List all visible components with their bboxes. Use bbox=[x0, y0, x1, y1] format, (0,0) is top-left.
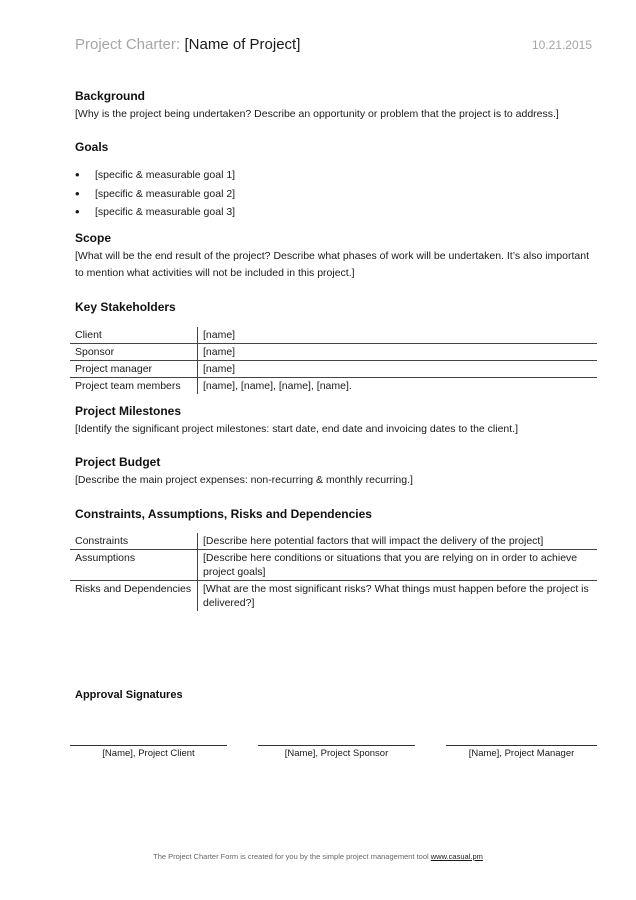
signature-label-client: [Name], Project Client bbox=[102, 748, 195, 759]
table-row bbox=[70, 581, 597, 612]
signature-label-sponsor: [Name], Project Sponsor bbox=[284, 748, 389, 759]
table-row bbox=[70, 327, 597, 344]
stakeholders-heading: Key Stakeholders bbox=[75, 300, 176, 314]
constraints-table bbox=[70, 533, 597, 611]
table-row bbox=[70, 344, 597, 361]
table-row bbox=[70, 378, 597, 395]
stakeholder-name: [name] bbox=[203, 329, 236, 341]
scope-heading: Scope bbox=[75, 231, 112, 245]
signature-line-client[interactable] bbox=[70, 745, 227, 746]
approval-heading: Approval Signatures bbox=[75, 689, 183, 701]
goals-heading: Goals bbox=[75, 140, 109, 154]
document-date: 10.21.2015 bbox=[531, 38, 592, 52]
milestones-text: [Identify the significant project milestones: start date, end date and invoicing dates to the client.] bbox=[75, 423, 519, 435]
constraints-heading: Constraints, Assumptions, Risks and Dependencies bbox=[75, 507, 372, 521]
footer-text: The Project Charter Form is created for you by the simple project management tool bbox=[153, 852, 429, 861]
constraint-label: Constraints bbox=[70, 533, 198, 550]
signature-line-sponsor[interactable] bbox=[258, 745, 415, 746]
goal-item: • [specific & measurable goal 3] bbox=[75, 203, 235, 222]
constraint-label: Assumptions bbox=[70, 550, 198, 581]
goal-item: • [specific & measurable goal 1] bbox=[75, 166, 235, 185]
signature-line-manager[interactable] bbox=[446, 745, 597, 746]
goal-item: • [specific & measurable goal 2] bbox=[75, 185, 235, 204]
table-row bbox=[70, 361, 597, 378]
stakeholder-role: Project team members bbox=[70, 378, 198, 395]
goals-list bbox=[75, 166, 235, 222]
footer-link[interactable]: www.casual.pm bbox=[430, 852, 483, 861]
background-text: [Why is the project being undertaken? Describe an opportunity or problem that the project is to address.] bbox=[75, 108, 559, 120]
stakeholder-role: Sponsor bbox=[70, 344, 198, 361]
constraint-value: [Describe here conditions or situations that you are relying on in order to achieve project goals] bbox=[198, 550, 598, 581]
budget-heading: Project Budget bbox=[75, 455, 161, 469]
budget-text: [Describe the main project expenses: non-recurring & monthly recurring.] bbox=[75, 474, 413, 486]
page-header bbox=[75, 36, 592, 60]
stakeholder-role: Project manager bbox=[70, 361, 198, 378]
background-heading: Background bbox=[75, 89, 146, 103]
milestones-heading: Project Milestones bbox=[75, 404, 182, 418]
title-prefix: Project Charter: bbox=[75, 36, 181, 53]
constraint-label: Risks and Dependencies bbox=[70, 581, 198, 612]
page-footer bbox=[0, 852, 636, 861]
constraint-value: [What are the most significant risks? What things must happen before the project is delivered?] bbox=[198, 581, 598, 612]
stakeholders-table bbox=[70, 327, 597, 394]
table-row bbox=[70, 533, 597, 550]
stakeholder-name: [name] bbox=[198, 361, 598, 378]
stakeholder-name: [name], [name], [name], [name]. bbox=[198, 378, 598, 395]
table-row bbox=[70, 550, 597, 581]
signature-label-manager: [Name], Project Manager bbox=[468, 748, 575, 759]
stakeholder-role: Client bbox=[70, 327, 198, 344]
scope-text: [What will be the end result of the project? Describe what phases of work will be undertaken. It’s also important to mention what activities will not be included in this project.] bbox=[75, 250, 589, 279]
constraint-value: [Describe here potential factors that will impact the delivery of the project] bbox=[203, 535, 544, 547]
project-name: [Name of Project] bbox=[184, 36, 301, 53]
stakeholder-name: [name] bbox=[198, 344, 598, 361]
